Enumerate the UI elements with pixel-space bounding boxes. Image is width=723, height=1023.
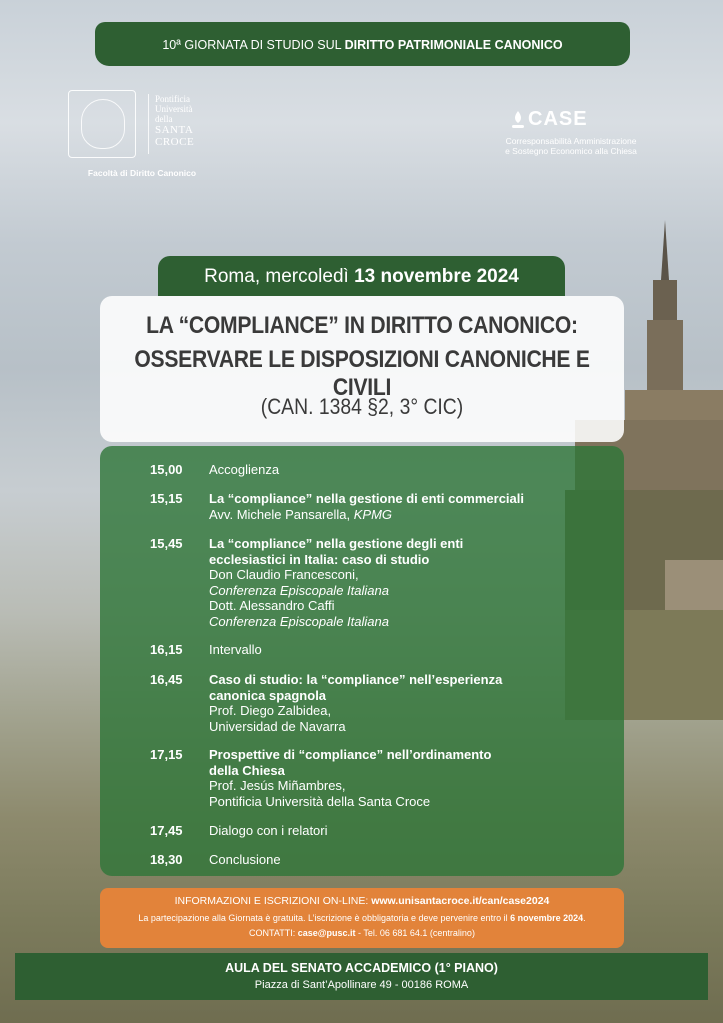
series-highlight: DIRITTO PATRIMONIALE CANONICO (344, 38, 563, 52)
venue-name: AULA DEL SENATO ACCADEMICO (1° PIANO) (225, 961, 498, 975)
series-prefix: 10ª GIORNATA DI STUDIO SUL (162, 38, 345, 52)
contacts-line: CONTATTI: case@pusc.it - Tel. 06 681 64.1 (centralino) (249, 928, 475, 938)
canon-reference: (CAN. 1384 §2, 3° CIC) (260, 394, 464, 419)
case-subtitle: Corresponsabilità Amministrazione e Sostegno Economico alla Chiesa (505, 136, 637, 156)
flame-icon (510, 110, 526, 132)
registration-link-line: INFORMAZIONI E ISCRIZIONI ON-LINE: www.unisantacroce.it/can/case2024 (174, 895, 550, 907)
title-box (100, 296, 624, 442)
case-logo (480, 108, 660, 163)
university-logo (66, 88, 218, 183)
event-date: Roma, mercoledì 13 novembre 2024 (158, 256, 565, 296)
faculty-name: Facoltà di Diritto Canonico (87, 168, 197, 178)
university-name: Pontificia Università della SANTA CROCE (148, 94, 218, 154)
title-line-2: OSSERVARE LE DISPOSIZIONI CANONICHE E CIVILI (134, 346, 590, 401)
venue-banner (15, 953, 708, 1000)
case-wordmark: CASE (528, 108, 588, 130)
program-schedule: 15,00 Accoglienza 15,15 La “compliance” nella gestione di enti commerciali Avv. Michele Pansarella, KPMG 15,45 La “compliance” nella gestione degli enti ecclesiastici in Italia: caso di studio Don Claudio Francesconi, Conferenza Episcopale Italiana Dott. Alessandro Caffi Conferenza Episcopale Italiana 16,15 Intervallo 16,45 Caso di studio: la “compliance” nell’esperienza canonica spagnola Prof. Diego Zalbidea, Universidad de Navarra 17,15 Prospettive di “compliance” nell’ordinamento della Chiesa Prof. Jesús Miñambres, Pontificia Università della Santa Croce 17,45 Dialogo con i relatori 18,30 Conclusione (100, 446, 624, 876)
registration-url[interactable]: www.unisantacroce.it/can/case2024 (371, 895, 550, 907)
registration-note: La partecipazione alla Giornata è gratuita. L’iscrizione è obbligatoria e deve pervenire entro il 6 novembre 2024. (138, 913, 586, 923)
contact-email[interactable]: case@pusc.it (297, 928, 356, 938)
event-series-banner (95, 22, 630, 66)
title-line-1: LA “COMPLIANCE” IN DIRITTO CANONICO: (146, 312, 578, 339)
registration-info (100, 888, 624, 948)
venue-address: Piazza di Sant’Apollinare 49 - 00186 ROMA (254, 979, 469, 991)
university-seal-icon (68, 90, 136, 158)
